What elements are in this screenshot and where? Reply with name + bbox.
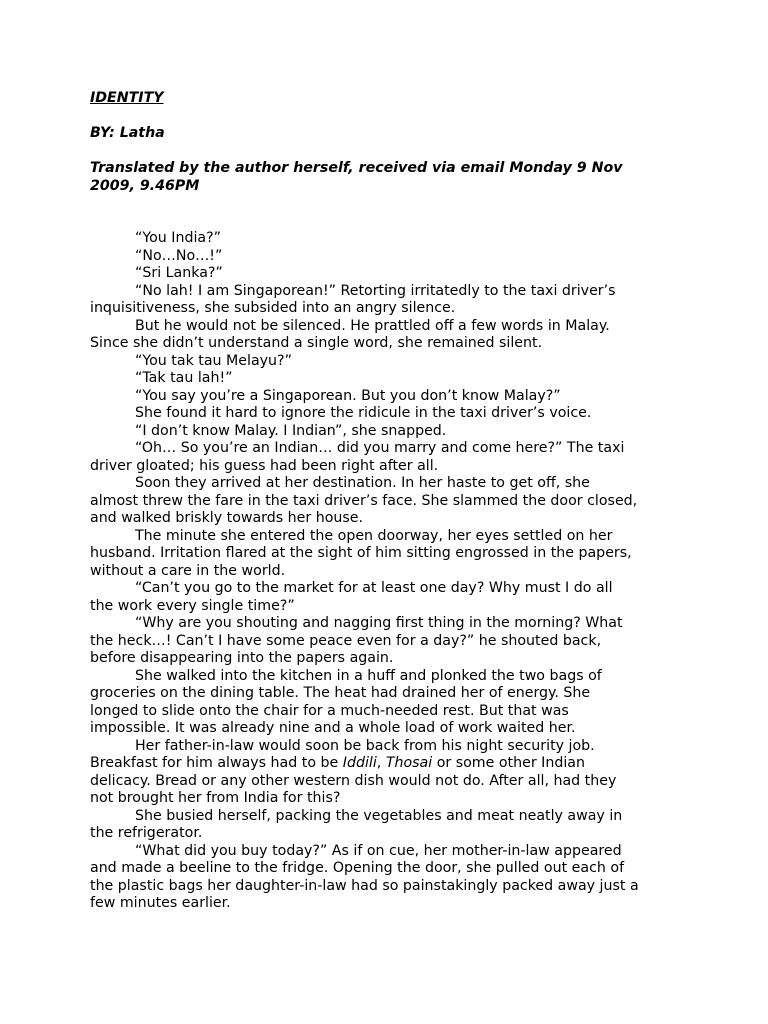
story-line: “You India?”: [135, 230, 222, 246]
story-line: few minutes earlier.: [90, 895, 231, 911]
story-line: “Sri Lanka?”: [135, 265, 223, 281]
story-line: “No lah! I am Singaporean!” Retorting irritatedly to the taxi driver’s: [135, 282, 616, 299]
story-line: “Tak tau lah!”: [135, 370, 233, 386]
story-line: Her father-in-law would soon be back from his night security job.: [135, 737, 595, 754]
story-line: “I don’t know Malay. I Indian”, she snapped.: [135, 422, 447, 439]
story-line: groceries on the dining table. The heat had drained her of energy. She: [90, 685, 591, 701]
story-line: the heck…! Can’t I have some peace even for a day?” he shouted back,: [90, 632, 602, 649]
story-line: She found it hard to ignore the ridicule in the taxi driver’s voice.: [135, 405, 592, 421]
story-line: “No…No…!”: [135, 247, 223, 264]
translation-note-line-2: 2009, 9.46PM: [90, 177, 200, 194]
story-line: husband. Irritation flared at the sight of him sitting engrossed in the papers,: [90, 545, 632, 561]
story-line: almost threw the fare in the taxi driver’s face. She slammed the door closed,: [90, 492, 638, 509]
author-byline: BY: Latha: [90, 125, 165, 141]
document-title: IDENTITY: [90, 90, 164, 106]
story-line: the refrigerator.: [90, 825, 203, 841]
story-line: the plastic bags her daughter-in-law had so painstakingly packed away just a: [90, 877, 639, 894]
story-line: impossible. It was already nine and a whole load of work waited her.: [90, 720, 576, 736]
story-body: [90, 230, 690, 913]
story-line: “Why are you shouting and nagging first thing in the morning? What: [135, 615, 623, 631]
story-line: before disappearing into the papers again.: [90, 650, 394, 666]
translation-note: [90, 160, 622, 195]
story-line: But he would not be silenced. He prattled off a few words in Malay.: [135, 317, 610, 334]
story-line: The minute she entered the open doorway, her eyes settled on her: [135, 527, 613, 544]
story-line: delicacy. Bread or any other western dish would not do. After all, had they: [90, 772, 617, 789]
translation-note-line-1: Translated by the author herself, received via email Monday 9 Nov: [90, 160, 623, 176]
story-line: She walked into the kitchen in a huff and plonked the two bags of: [135, 667, 602, 684]
story-line: “What did you buy today?” As if on cue, her mother-in-law appeared: [135, 842, 622, 859]
story-line: and walked briskly towards her house.: [90, 510, 364, 526]
story-line: “You tak tau Melayu?”: [135, 352, 292, 369]
story-line: She busied herself, packing the vegetables and meat neatly away in: [135, 807, 623, 824]
story-line: Soon they arrived at her destination. In her haste to get off, she: [135, 475, 590, 491]
story-line: and made a beeline to the fridge. Opening the door, she pulled out each of: [90, 860, 625, 876]
story-line: the work every single time?”: [90, 597, 295, 614]
story-line: not brought her from India for this?: [90, 790, 341, 806]
story-line: longed to slide onto the chair for a much-needed rest. But that was: [90, 702, 569, 719]
story-line: “You say you’re a Singaporean. But you don’t know Malay?”: [135, 387, 561, 404]
story-line: driver gloated; his guess had been right after all.: [90, 457, 439, 474]
story-line: inquisitiveness, she subsided into an angry silence.: [90, 300, 456, 316]
story-line: “Can’t you go to the market for at least one day? Why must I do all: [135, 580, 613, 596]
story-line: Breakfast for him always had to be Iddili, Thosai or some other Indian: [90, 755, 585, 771]
story-line: without a care in the world.: [90, 562, 286, 579]
story-line: “Oh… So you’re an Indian… did you marry and come here?” The taxi: [135, 440, 625, 456]
story-line: Since she didn’t understand a single word, she remained silent.: [90, 335, 543, 351]
